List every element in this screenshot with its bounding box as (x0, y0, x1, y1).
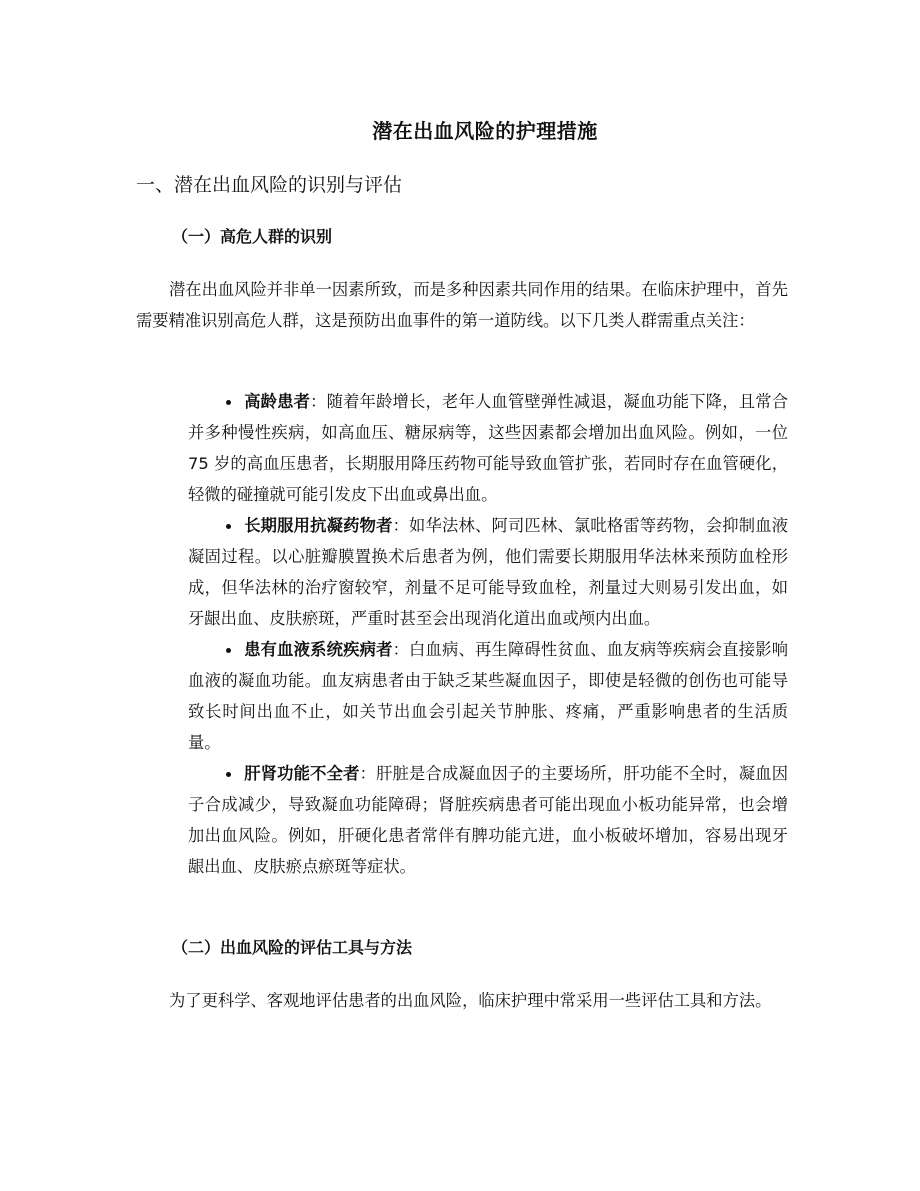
list-item (188, 758, 788, 882)
list-item (188, 386, 788, 510)
intro-paragraph-1: 潜在出血风险并非单一因素所致，而是多种因素共同作用的结果。在临床护理中，首先需要精准识别高危人群，这是预防出血事件的第一道防线。以下几类人群需重点关注： (136, 280, 788, 330)
intro-paragraph-2: 为了更科学、客观地评估患者的出血风险，临床护理中常采用一些评估工具和方法。 (169, 991, 772, 1010)
list-item-term: 患有血液系统疾病者 (244, 640, 393, 659)
list-item-text: ：白血病、再生障碍性贫血、血友病等疾病会直接影响血液的凝血功能。血友病患者由于缺乏某些凝血因子，即使是轻微的创伤也可能导致长时间出血不止，如关节出血会引起关节肿胀、疼痛，严重影响患者的生活质量。 (188, 640, 788, 752)
subsection-heading-2: （二）出血风险的评估工具与方法 (172, 938, 413, 957)
list-item-text: ：肝脏是合成凝血因子的主要场所，肝功能不全时，凝血因子合成减少，导致凝血功能障碍；肾脏疾病患者可能出现血小板功能异常，也会增加出血风险。例如，肝硬化患者常伴有脾功能亢进，血小板破坏增加，容易出现牙龈出血、皮肤瘀点瘀斑等症状。 (188, 764, 788, 876)
list-item-term: 高龄患者 (244, 392, 311, 411)
list-item-text: ：随着年龄增长，老年人血管壁弹性减退，凝血功能下降，且常合并多种慢性疾病，如高血压、糖尿病等，这些因素都会增加出血风险。例如，一位 75 岁的高血压患者，长期服用降压药物可能导致血管扩张，若同时存在血管硬化，轻微的碰撞就可能引发皮下出血或鼻出血。 (188, 392, 788, 504)
bullet-icon (226, 772, 231, 777)
bullet-icon (226, 400, 231, 405)
list-item-term: 肝肾功能不全者 (244, 764, 360, 783)
section-heading-1: 一、潜在出血风险的识别与评估 (136, 174, 403, 196)
subsection-heading-1: （一）高危人群的识别 (172, 227, 333, 246)
high-risk-group-list (188, 386, 788, 882)
list-item-term: 长期服用抗凝药物者 (244, 516, 393, 535)
list-item (188, 510, 788, 634)
bullet-icon (226, 648, 231, 653)
list-item-text: ：如华法林、阿司匹林、氯吡格雷等药物，会抑制血液凝固过程。以心脏瓣膜置换术后患者为例，他们需要长期服用华法林来预防血栓形成，但华法林的治疗窗较窄，剂量不足可能导致血栓，剂量过大则易引发出血，如牙龈出血、皮肤瘀斑，严重时甚至会出现消化道出血或颅内出血。 (188, 516, 788, 628)
bullet-icon (226, 524, 231, 529)
list-item (188, 634, 788, 758)
document-title: 潜在出血风险的护理措施 (372, 119, 598, 143)
